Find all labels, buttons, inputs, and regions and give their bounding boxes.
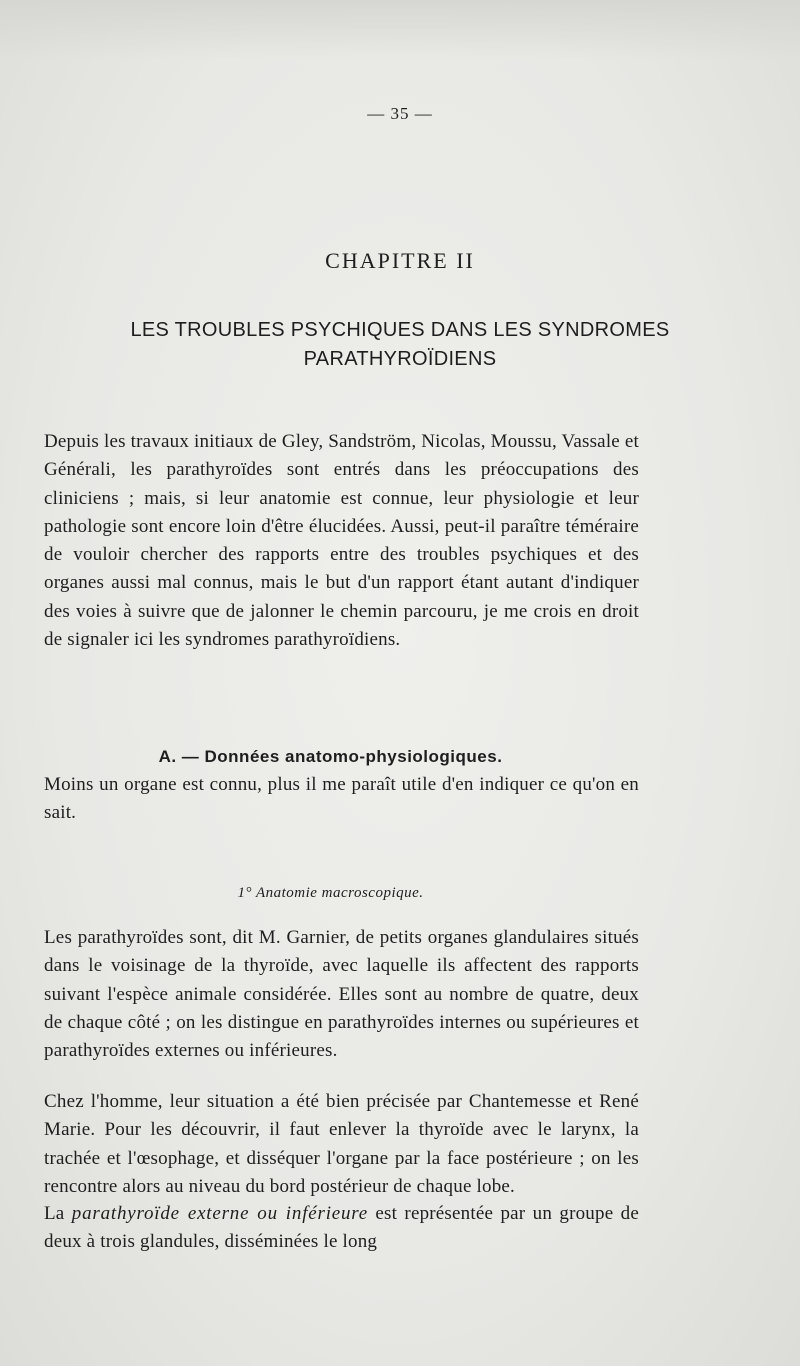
paragraph-4 [22,1088,639,1201]
chapter-title [20,316,780,374]
paragraph-5 [22,1200,639,1257]
paragraph-4-text: Chez l'homme, leur situation a été bien précisée par Chantemesse et René Marie. Pour les découvrir, il faut enlever la thyroïde avec le larynx, la trachée et l'œsophage, et disséquer l'organe par la face postérieure ; on les rencontre alors au niveau du bord postérieur de chaque lobe. [44,1091,639,1197]
chapter-label: CHAPITRE II [325,248,475,273]
chapter-title-line-1: LES TROUBLES PSYCHIQUES DANS LES SYNDROMES [130,319,670,341]
paragraph-5-emphasis: parathyroïde externe ou inférieure [71,1203,369,1224]
page-number: — 35 — [367,104,433,123]
paragraph-5-text [22,1200,639,1257]
paragraph-1-text: Depuis les travaux initiaux de Gley, Sandström, Nicolas, Moussu, Vassale et Générali, les parathyroïdes sont entrés dans les préoccupations des cliniciens ; mais, si leur anatomie est connue, leur physiologie et leur pathologie sont encore loin d'être élucidées. Aussi, peut-il paraître téméraire de vouloir chercher des rapports entre des troubles psychiques et des organes aussi mal connus, mais le but d'un rapport étant autant d'indiquer des voies à suivre que de jalonner le chemin parcouru, je me crois en droit de signaler ici les syndromes parathyroïdiens. [44,431,639,651]
paragraph-3 [22,924,639,1065]
paragraph-3-text: Les parathyroïdes sont, dit M. Garnier, de petits organes glandulaires situés dans le voisinage de la thyroïde, avec laquelle ils affectent des rapports suivant l'espèce animale considérée. Elles sont au nombre de quatre, deux de chaque côté ; on les distingue en parathyroïdes internes ou supérieures et parathyroïdes externes ou inférieures. [44,927,639,1062]
section-heading: A. — Données anatomo-physiologiques. [158,747,503,766]
paragraph-5-prefix: La [44,1203,65,1224]
chapter-title-line-2: PARATHYROÏDIENS [303,348,497,370]
paragraph-5-suffix: est représentée par un groupe de deux à trois glandules, disséminées le long [44,1203,639,1253]
paragraph-1 [22,428,639,654]
paragraph-2 [22,771,639,828]
paragraph-2-text: Moins un organe est connu, plus il me paraît utile d'en indiquer ce qu'on en sait. [44,774,639,824]
subsection-heading: 1° Anatomie macroscopique. [237,885,424,901]
